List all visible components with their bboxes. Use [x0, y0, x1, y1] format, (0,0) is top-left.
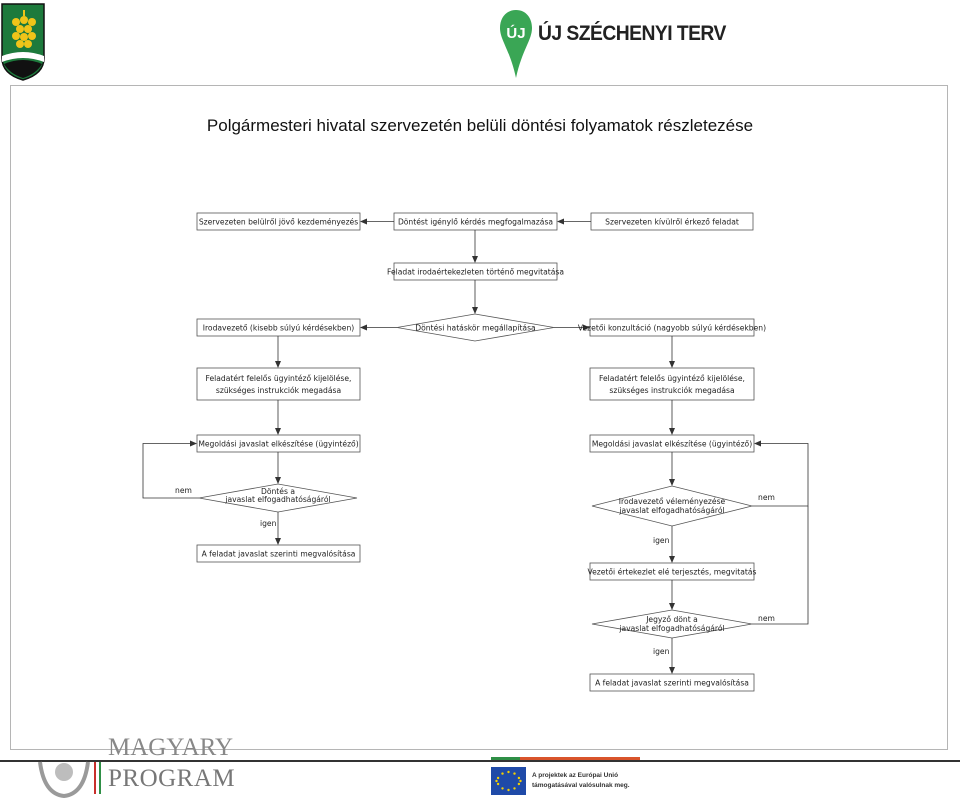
eu-support-note	[532, 771, 672, 790]
program-title: PROGRAM	[108, 765, 236, 792]
eu-flag-icon	[491, 767, 526, 795]
label-right-opinion-1: Irodavezető véleményezése	[618, 497, 726, 506]
edge-label-right-opinion-no: nem	[758, 493, 775, 502]
label-right-assign-1: Feladatért felelős ügyintéző kijelölése,	[599, 374, 745, 383]
label-left-proposal: Megoldási javaslat elkészítése (ügyintéző)	[198, 439, 359, 449]
label-notary-1: Jegyző dönt a	[646, 615, 698, 624]
uj-szechenyi-terv-logo-text: ÚJ SZÉCHENYI TERV	[538, 22, 726, 45]
edge-label-left-no: nem	[175, 486, 192, 495]
svg-text:ÚJ: ÚJ	[506, 25, 526, 42]
program-title-partial: MAGYARY	[108, 734, 234, 761]
label-leader-meeting: Vezetői értekezlet elé terjesztés, megvitatás	[587, 567, 757, 577]
label-left-assign-2: szükséges instrukciók megadása	[215, 386, 342, 395]
edge-label-notary-no: nem	[758, 614, 775, 623]
program-color-bar-icon	[94, 762, 102, 794]
label-authority-decision: Döntési hatáskör megállapítása	[415, 323, 536, 333]
magyary-program-emblem-icon	[36, 752, 96, 798]
label-question-formulation: Döntést igénylő kérdés megfogalmazása	[397, 217, 554, 227]
label-office-meeting: Feladat irodaértekezleten történő megvitatása	[387, 267, 564, 277]
label-left-assign-1: Feladatért felelős ügyintéző kijelölése,	[205, 374, 352, 383]
edge-notary-no-loop	[752, 506, 808, 624]
edge-label-left-yes: igen	[260, 519, 277, 528]
label-internal-initiative: Szervezeten belülről jövő kezdeményezés	[198, 217, 359, 227]
label-leader-consultation: Vezetői konzultáció (nagyobb súlyú kérdésekben)	[577, 323, 767, 333]
node-left-assign	[197, 368, 360, 400]
node-right-assign	[590, 368, 754, 400]
label-left-decision-2: javaslat elfogadhatóságáról	[225, 495, 331, 504]
label-external-task: Szervezeten kívülről érkező feladat	[605, 217, 739, 227]
label-notary-2: javaslat elfogadhatóságáról	[619, 624, 725, 633]
label-right-proposal: Megoldási javaslat elkészítése (ügyintéző)	[591, 439, 753, 449]
label-left-decision-1: Döntés a	[261, 487, 295, 496]
hungarian-stripe-red	[520, 757, 640, 760]
label-right-implementation: A feladat javaslat szerinti megvalósítása	[595, 678, 749, 688]
eu-support-note-line1: A projektek az Európai Unió	[532, 772, 619, 779]
diagram-title: Polgármesteri hivatal szervezetén belüli döntési folyamatok részletezése	[206, 116, 754, 135]
edge-label-notary-yes: igen	[653, 647, 670, 656]
label-left-implementation: A feladat javaslat szerinti megvalósítása	[201, 549, 356, 559]
edge-label-right-opinion-yes: igen	[653, 536, 670, 545]
eu-support-note-line2: támogatásával valósulnak meg.	[532, 781, 630, 789]
label-right-assign-2: szükséges instrukciók megadása	[609, 386, 735, 395]
label-office-head-minor: Irodavezető (kisebb súlyú kérdésekben)	[202, 323, 355, 333]
label-right-opinion-2: javaslat elfogadhatóságáról	[619, 506, 725, 515]
